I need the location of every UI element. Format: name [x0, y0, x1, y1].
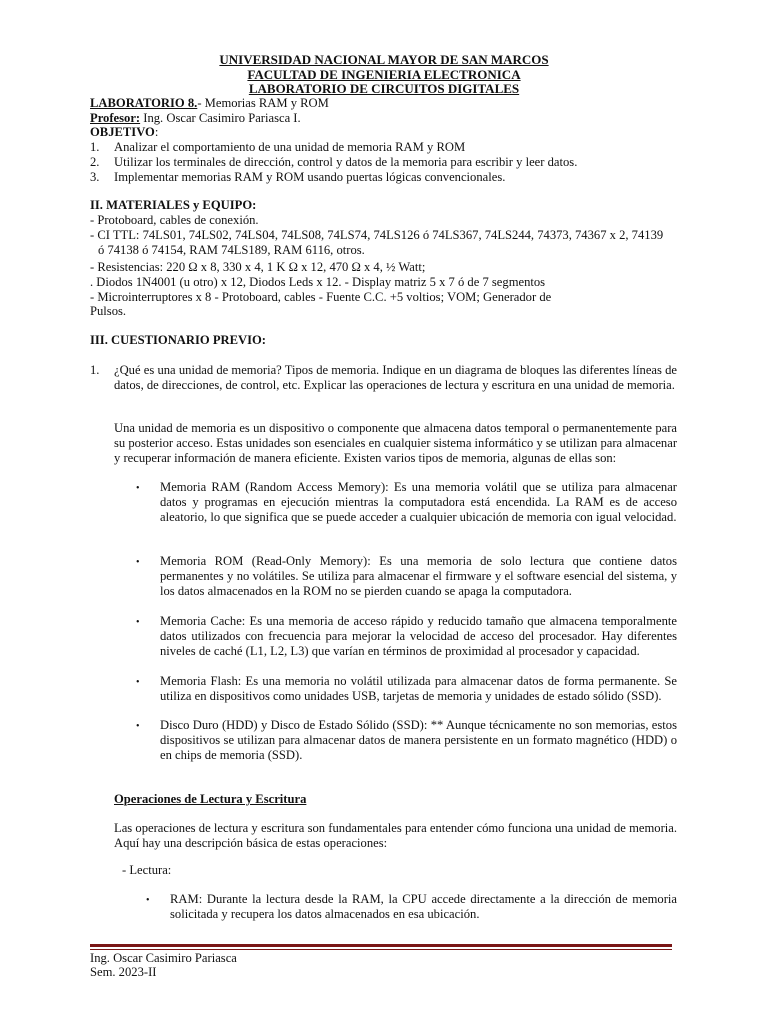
- faculty-title: FACULTAD DE INGENIERIA ELECTRONICA: [247, 67, 521, 82]
- objetivo-item-3: Implementar memorias RAM y ROM usando puertas lógicas convencionales.: [114, 170, 506, 184]
- lab-text: - Memorias RAM y ROM: [197, 96, 329, 110]
- footer-rule-thin: [90, 949, 672, 950]
- profesor-label: Profesor:: [90, 111, 141, 125]
- lab-title: LABORATORIO DE CIRCUITOS DIGITALES: [248, 81, 520, 96]
- ram-reading-bullet: RAM: Durante la lectura desde la RAM, la CPU accede directamente a la dirección de memoria solicitada y recupera los datos almacenados en esa ubicación.: [170, 892, 677, 922]
- objetivo-colon: :: [154, 125, 159, 139]
- footer-rule-thick: [90, 944, 672, 947]
- memory-intro: Una unidad de memoria es un dispositivo o componente que almacena datos temporal o permanentemente para su posterior acceso. Estas unidades son esenciales en cualquier sistema informático y se utilizan para almacenar y recuperar información de manera eficiente. Existen varios tipos de memoria, algunas de ellas son:: [114, 421, 678, 466]
- materiales-line-3: ó 74138 ó 74154, RAM 74LS189, RAM 6116, otros.: [98, 243, 365, 257]
- materiales-line-6: - Microinterruptores x 8 - Protoboard, cables - Fuente C.C. +5 voltios; VOM; Generador de: [90, 290, 552, 304]
- question-number: 1.: [90, 363, 100, 377]
- bullet-icon: •: [136, 557, 140, 568]
- profesor-text: Ing. Oscar Casimiro Pariasca I.: [140, 111, 301, 125]
- bullet-cache: Memoria Cache: Es una memoria de acceso rápido y reducido tamaño que almacena temporalmente datos utilizados con frecuencia para mejorar la velocidad de acceso del procesador. Hay diferentes niveles de caché (L1, L2, L3) que varían en términos de proximidad al procesador y capacidad.: [160, 614, 677, 659]
- university-title: UNIVERSIDAD NACIONAL MAYOR DE SAN MARCOS: [219, 52, 549, 67]
- bullet-icon: •: [136, 483, 140, 494]
- operaciones-intro: Las operaciones de lectura y escritura son fundamentales para entender cómo funciona una unidad de memoria. Aquí hay una descripción básica de estas operaciones:: [114, 821, 677, 851]
- lab-label: LABORATORIO 8.: [90, 96, 198, 110]
- bullet-disco: Disco Duro (HDD) y Disco de Estado Sólido (SSD): ** Aunque técnicamente no son memorias, estos dispositivos se utilizan para almacenar datos de manera persistente en un formato magnético (HDD) o en chips de memoria (SSD).: [160, 718, 677, 763]
- materiales-title: II. MATERIALES y EQUIPO:: [90, 198, 257, 212]
- bullet-icon: •: [146, 895, 150, 906]
- objetivo-num-1: 1.: [90, 140, 100, 154]
- operaciones-title: Operaciones de Lectura y Escritura: [114, 792, 307, 806]
- bullet-icon: •: [136, 617, 140, 628]
- bullet-icon: •: [136, 721, 140, 732]
- materiales-line-7: Pulsos.: [90, 304, 127, 318]
- materiales-line-5: . Diodos 1N4001 (u otro) x 12, Diodos Leds x 12. - Display matriz 5 x 7 ó de 7 segmentos: [90, 275, 546, 289]
- footer-semester: Sem. 2023-II: [90, 965, 157, 979]
- question-1: ¿Qué es una unidad de memoria? Tipos de memoria. Indique en un diagrama de bloques las diferentes líneas de datos, de direcciones, de control, etc. Explicar las operaciones de lectura y escritura en una unidad de memoria.: [114, 363, 677, 393]
- bullet-flash: Memoria Flash: Es una memoria no volátil utilizada para almacenar datos de forma permanente. Se utiliza en dispositivos como unidades USB, tarjetas de memoria y unidades de estado sólido (SSD).: [160, 674, 677, 704]
- objetivo-title: OBJETIVO: [90, 125, 155, 139]
- materiales-line-1: - Protoboard, cables de conexión.: [90, 213, 259, 227]
- bullet-ram: Memoria RAM (Random Access Memory): Es una memoria volátil que se utiliza para almacenar datos y programas en ejecución mientras la computadora está encendida. La RAM es de acceso aleatorio, lo que significa que se puede acceder a cualquier ubicación de memoria con igual velocidad.: [160, 480, 677, 525]
- cuestionario-title: III. CUESTIONARIO PREVIO:: [90, 333, 266, 347]
- bullet-icon: •: [136, 677, 140, 688]
- objetivo-item-1: Analizar el comportamiento de una unidad de memoria RAM y ROM: [114, 140, 466, 154]
- objetivo-item-2: Utilizar los terminales de dirección, control y datos de la memoria para escribir y leer datos.: [114, 155, 578, 169]
- lectura-label: - Lectura:: [122, 863, 172, 877]
- materiales-line-4: - Resistencias: 220 Ω x 8, 330 x 4, 1 K Ω x 12, 470 Ω x 4, ½ Watt;: [90, 260, 426, 274]
- footer-author: Ing. Oscar Casimiro Pariasca: [90, 951, 237, 965]
- objetivo-num-3: 3.: [90, 170, 100, 184]
- objetivo-heading: [90, 125, 158, 140]
- objetivo-num-2: 2.: [90, 155, 100, 169]
- bullet-rom: Memoria ROM (Read-Only Memory): Es una memoria de solo lectura que contiene datos permanentes y no volátiles. Se utiliza para almacenar el firmware y el software esencial del sistema, y los datos almacenados en la ROM no se pierden cuando se apaga la computadora.: [160, 554, 677, 599]
- profesor-line: [90, 111, 301, 126]
- lab-line: [90, 96, 329, 111]
- materiales-line-2: - CI TTL: 74LS01, 74LS02, 74LS04, 74LS08, 74LS74, 74LS126 ó 74LS367, 74LS244, 74373, 74367 x 2, 74139: [90, 228, 664, 242]
